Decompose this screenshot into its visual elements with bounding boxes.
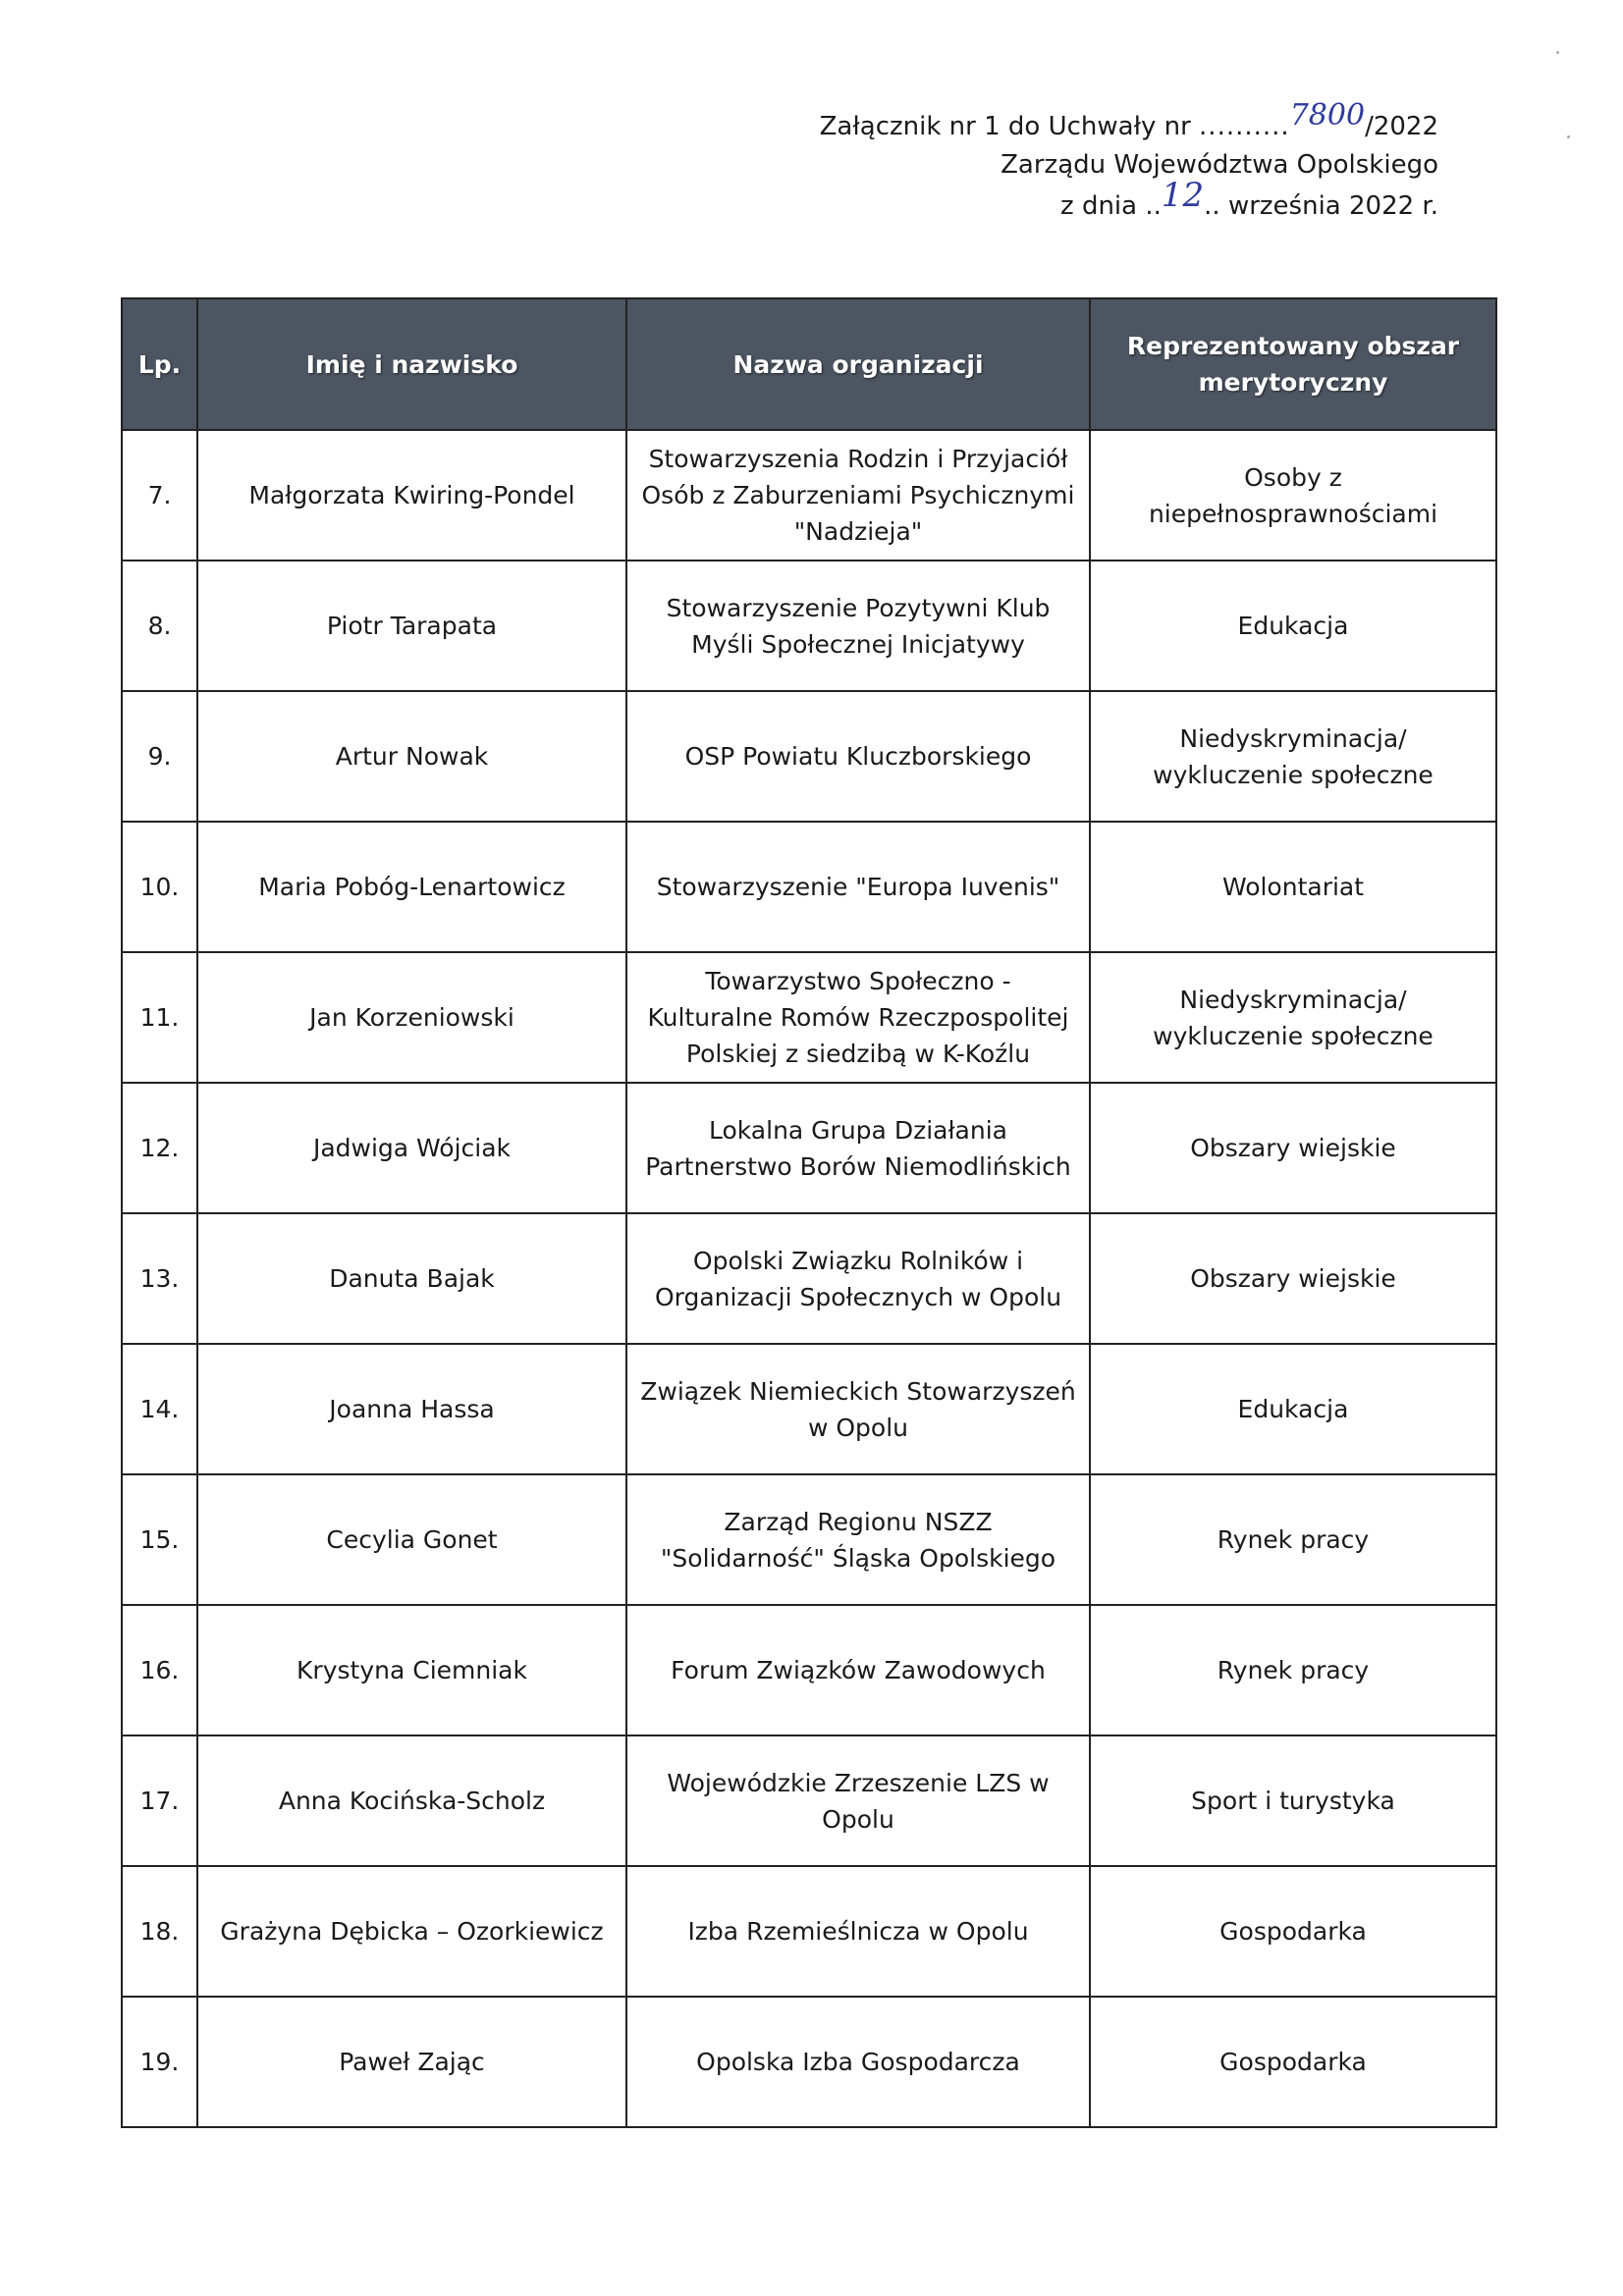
header-line-resolution xyxy=(819,98,1438,146)
cell-name: Maria Pobóg-Lenartowicz xyxy=(197,822,626,952)
cell-organization: Stowarzyszenia Rodzin i Przyjaciół Osób z Zaburzeniami Psychicznymi "Nadzieja" xyxy=(626,430,1090,561)
handwritten-day: 12 xyxy=(1161,176,1205,215)
resolution-year: /2022 xyxy=(1365,112,1438,141)
table-row xyxy=(122,822,1496,952)
document-header xyxy=(819,98,1438,226)
cell-organization: Towarzystwo Społeczno - Kulturalne Romów Rzeczpospolitej Polskiej z siedzibą w K-Koźlu xyxy=(626,952,1090,1083)
cell-organization: Wojewódzkie Zrzeszenie LZS w Opolu xyxy=(626,1735,1090,1866)
cell-organization: Opolski Związku Rolników i Organizacji Społecznych w Opolu xyxy=(626,1213,1090,1344)
header-line-board: Zarządu Województwa Opolskiego xyxy=(1001,150,1438,180)
handwritten-resolution-number: 7800 xyxy=(1289,98,1366,133)
cell-lp: 9. xyxy=(122,691,197,822)
table-row xyxy=(122,1866,1496,1997)
cell-name: Grażyna Dębicka – Ozorkiewicz xyxy=(197,1866,626,1997)
date-suffix: .. września 2022 r. xyxy=(1204,191,1438,221)
cell-area: Osoby z niepełnosprawnościami xyxy=(1090,430,1496,561)
cell-lp: 15. xyxy=(122,1474,197,1605)
scan-speck xyxy=(1556,51,1559,54)
scan-speck xyxy=(1567,135,1570,138)
header-line-date xyxy=(820,176,1438,226)
table-row xyxy=(122,1213,1496,1344)
table-header xyxy=(122,298,1496,430)
cell-organization: Stowarzyszenie Pozytywni Klub Myśli Społecznej Inicjatywy xyxy=(626,561,1090,691)
cell-lp: 17. xyxy=(122,1735,197,1866)
column-header-area: Reprezentowany obszar merytoryczny xyxy=(1090,298,1496,430)
cell-area: Rynek pracy xyxy=(1090,1605,1496,1735)
cell-area: Obszary wiejskie xyxy=(1090,1213,1496,1344)
table-row xyxy=(122,1735,1496,1866)
cell-lp: 12. xyxy=(122,1083,197,1213)
cell-area: Obszary wiejskie xyxy=(1090,1083,1496,1213)
cell-organization: Związek Niemieckich Stowarzyszeń w Opolu xyxy=(626,1344,1090,1474)
table-body xyxy=(122,430,1496,2127)
cell-organization: Forum Związków Zawodowych xyxy=(626,1605,1090,1735)
table-row xyxy=(122,1083,1496,1213)
cell-lp: 11. xyxy=(122,952,197,1083)
cell-area: Niedyskryminacja/ wykluczenie społeczne xyxy=(1090,691,1496,822)
cell-lp: 7. xyxy=(122,430,197,561)
cell-organization: Izba Rzemieślnicza w Opolu xyxy=(626,1866,1090,1997)
column-header-name: Imię i nazwisko xyxy=(197,298,626,430)
cell-area: Wolontariat xyxy=(1090,822,1496,952)
cell-name: Danuta Bajak xyxy=(197,1213,626,1344)
cell-lp: 10. xyxy=(122,822,197,952)
cell-lp: 19. xyxy=(122,1997,197,2127)
cell-name: Jadwiga Wójciak xyxy=(197,1083,626,1213)
members-table xyxy=(121,297,1497,2128)
cell-organization: Opolska Izba Gospodarcza xyxy=(626,1997,1090,2127)
table-row xyxy=(122,561,1496,691)
table-row xyxy=(122,1474,1496,1605)
cell-lp: 14. xyxy=(122,1344,197,1474)
cell-lp: 16. xyxy=(122,1605,197,1735)
cell-area: Niedyskryminacja/ wykluczenie społeczne xyxy=(1090,952,1496,1083)
table-row xyxy=(122,952,1496,1083)
cell-name: Joanna Hassa xyxy=(197,1344,626,1474)
date-prefix: z dnia .. xyxy=(1060,191,1162,221)
cell-area: Sport i turystyka xyxy=(1090,1735,1496,1866)
cell-name: Małgorzata Kwiring-Pondel xyxy=(197,430,626,561)
resolution-dots: .......... xyxy=(1199,112,1290,141)
column-header-organization: Nazwa organizacji xyxy=(626,298,1090,430)
cell-name: Jan Korzeniowski xyxy=(197,952,626,1083)
cell-area: Gospodarka xyxy=(1090,1997,1496,2127)
table-row xyxy=(122,1997,1496,2127)
column-header-lp: Lp. xyxy=(122,298,197,430)
cell-name: Anna Kocińska-Scholz xyxy=(197,1735,626,1866)
cell-lp: 8. xyxy=(122,561,197,691)
cell-area: Gospodarka xyxy=(1090,1866,1496,1997)
cell-lp: 13. xyxy=(122,1213,197,1344)
cell-area: Edukacja xyxy=(1090,1344,1496,1474)
cell-area: Rynek pracy xyxy=(1090,1474,1496,1605)
cell-name: Artur Nowak xyxy=(197,691,626,822)
cell-name: Krystyna Ciemniak xyxy=(197,1605,626,1735)
cell-organization: Lokalna Grupa Działania Partnerstwo Borów Niemodlińskich xyxy=(626,1083,1090,1213)
cell-name: Piotr Tarapata xyxy=(197,561,626,691)
table-row xyxy=(122,430,1496,561)
resolution-prefix: Załącznik nr 1 do Uchwały nr xyxy=(819,112,1200,141)
cell-organization: Stowarzyszenie "Europa Iuvenis" xyxy=(626,822,1090,952)
table-row xyxy=(122,1344,1496,1474)
cell-name: Paweł Zając xyxy=(197,1997,626,2127)
cell-organization: Zarząd Regionu NSZZ "Solidarność" Śląska Opolskiego xyxy=(626,1474,1090,1605)
cell-area: Edukacja xyxy=(1090,561,1496,691)
table-row xyxy=(122,691,1496,822)
cell-lp: 18. xyxy=(122,1866,197,1997)
cell-name: Cecylia Gonet xyxy=(197,1474,626,1605)
cell-organization: OSP Powiatu Kluczborskiego xyxy=(626,691,1090,822)
table-row xyxy=(122,1605,1496,1735)
